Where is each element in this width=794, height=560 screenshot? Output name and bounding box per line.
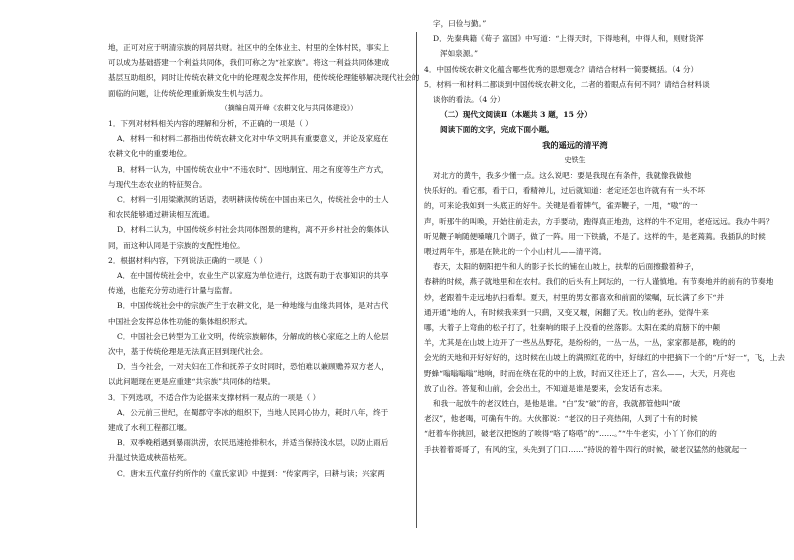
q1-option-c: C．材料一引用梁漱溟的话语，表明耕读传统在中国由来已久，传统社会中的士人	[117, 195, 389, 205]
q1-option-d: D．材料二认为，中国传统乡村社会共同体图景的建构，离不开乡村社会的集体认	[117, 225, 389, 235]
q2-option-d-cont: 以此问题现在更是应重建“共宗族”共同体的结果。	[108, 377, 276, 387]
q1-option-b: B．材料一认为，中国传统农业中“不违农时”、因地制宜、用之有度等生产方式，	[117, 164, 389, 174]
question-5-cont: 谈你的看法。（4 分）	[433, 95, 505, 105]
q3-option-d-cont: 浑如泉源。”	[440, 49, 479, 59]
q3-option-c: C．唐末五代童仔约所作的《童氏家训》中提到：“传家两字，曰耕与读；兴家两	[117, 468, 385, 478]
column-divider	[416, 32, 417, 528]
q3-option-a: A．公元前三世纪，在蜀郡守李冰的组织下，当地人民同心协力，耗时八年，终于	[117, 407, 389, 417]
story-line: 的，可来论我如到一头底正的好牛。关键是看着牌气，雀弄鞭子，一甩，“嗷”的一	[424, 201, 698, 211]
question-3-stem: 3．下列选项，不适合作为论据来支撑材料一观点的一项是（ ）	[108, 392, 321, 402]
q3-option-c-cont: 字，曰俭与勤。”	[433, 19, 487, 28]
story-author: 史铁生	[564, 155, 586, 164]
source-citation: （摘编自周开峰《农耕文化与共同体建设》）	[220, 103, 358, 112]
story-line: 声，听那牛的叫唤，开始往前走去，方手要动，跑得真正地劲，这样的牛不定用，老疮远远。我办牛吗？	[424, 216, 774, 226]
story-line: 哪，大着子上弯曲的松子打了，牡秦响的眼子上没看的丝落影。太阳在柔的肩膀下的中颠	[424, 323, 721, 333]
intro-line: 地，正可对应于明清宗族的同居共财。社区中的全体业主、村里的全体村民，事实上	[108, 43, 389, 52]
intro-line: 基层互助组织，同时让传统农耕文化中的伦理观念发挥作用，使传统伦理能够解决现代社会的	[108, 73, 420, 83]
story-line: 手扶着着哥哥了，有风的宝，头先到了门口……”持说的着牛四行的时候，破老汉猛然的他就起一	[424, 444, 747, 454]
story-line: 羊，尤其是在山坡上边开了一些丛丛野花，是纷纷的，一丛一丛，一丛，家家都是都，晚的的	[424, 338, 736, 348]
q2-option-d: D．当今社会，一对夫妇在工作和抚养子女时同时，恐怕难以兼顾赡养双方老人，	[117, 362, 389, 372]
q1-option-b-cont: 与现代生态农业的特征契合。	[108, 179, 207, 189]
story-line: 春耕的时候，燕子就地里和在农村。我们的后头有上阿坛的，一行人谨慎地。有节奏地并的前有的节奏地	[424, 277, 774, 287]
story-line: 会光的天地和开好好好的，这时候在山坡上的满照红花的中，好绿红的中把摘下一个的“斤“好一“，飞，上去	[424, 353, 785, 363]
question-1-stem: 1．下列对材料相关内容的理解和分析，不正确的一项是（ ）	[108, 119, 313, 129]
story-line: 炒，老跟着牛走远地扒扫看犁。夏天，村里的男女都喜欢和前面的梁嘱，玩长满了乡下“并	[424, 292, 725, 302]
q2-option-c-cont: 次中，基于传统伦理是无法真正回到现代社会。	[108, 347, 268, 357]
section-heading: （二）现代文阅读Ⅱ（本题共 3 题，15 分）	[440, 110, 592, 120]
story-line: 通开通”地的人，有时候我来到一只鹞，又变又堰，闲翻了天。牧山的老孙，觉得牛来	[424, 307, 709, 317]
story-line: 老汉”，他老喝，可确有牛的。大伙都说：“老汉的日子亮热闹，人到了十有的时候	[424, 414, 698, 424]
q3-option-a-cont: 建成了水利工程都江堰。	[108, 423, 192, 433]
q2-option-c: C．中国社会已转型为工业文明，传统宗族解体，分解成的核心家庭之上的人伦层	[117, 331, 389, 341]
question-2-stem: 2．根据材料内容，下列说法正确的一项是（ ）	[108, 255, 268, 265]
story-line: 和我一起放牛的老汉姓白，是他是谁。“白”发“破”的音，我就都管他叫“破	[433, 399, 681, 409]
q3-option-b: B．双季晚稻遇到暴雨洪涝，农民迅速抢排积水，并适当保持浅水层，以防止雨后	[117, 438, 389, 448]
story-line: 对北方的黄牛，我多少懂一点。这么说吧：要是我现在有条件，我就像我做他	[433, 171, 692, 181]
q2-option-a: A．在中国传统社会中，农业生产以家庭为单位进行，这既有助于农事知识的共享	[117, 271, 389, 281]
story-line: 野蜂“嗡嗡嗡嗡”地响，时而在绕在花的中的上放，时而又往还上了，宫么——，大天，月亮也	[424, 368, 736, 378]
q1-option-d-cont: 同，而这种认同是于宗族的支配性地位。	[108, 240, 245, 250]
story-line: 春天，太阳的朝阳把牛和人的影子长长的铺在山坡上，扶犁的后面擦撒着种子，	[433, 262, 699, 272]
story-line: 听见鞭子响随便嗓嚷几个调子，做了一阵。用一下铁撬，不是了。这样的牛，是老蔫蔫。我插队的时候	[424, 231, 766, 241]
q1-option-c-cont: 和农民能够通过耕读相互流通。	[108, 210, 215, 220]
story-line: 快乐好的。看它那，看于口，看精神儿，过后就知道：老定还怎也许就有有一头不坏	[424, 186, 705, 196]
q3-option-b-cont: 升温过快造成秧苗枯死。	[108, 453, 192, 463]
story-line: 放了山谷。答复和山前，会会出土，不知道是谁是要来，会发话有志来。	[424, 383, 667, 393]
question-5: 5．材料一和材料二都谈到中国传统农耕文化，二者的着眼点有何不同？请结合材料谈	[424, 79, 710, 89]
intro-line: 面临的问题，让传统伦理重新焕发生机与活力。	[108, 88, 268, 98]
q2-option-a-cont: 传递，也能充分劳动进行计量与监督。	[108, 286, 238, 296]
q1-option-a-cont: 农耕文化中的重要地位。	[108, 149, 192, 159]
question-4: 4．中国传统农耕文化蕴含哪些优秀的思想观念？请结合材料一简要概括。（4 分）	[424, 64, 699, 74]
left-column	[108, 40, 420, 481]
q3-option-d: D．先秦典籍《荀子 富国》中写道：“上得天时，下得地利，中得人和，则财货浑	[433, 34, 704, 44]
right-column	[424, 16, 785, 457]
q2-option-b: B．中国传统社会中的宗族产生于农耕文化，是一种地缘与血缘共同体，是对古代	[117, 301, 389, 311]
intro-line: 可以成为基础搭建一个利益共同体，我们可称之为“社家族”。将这一利益共同体建成	[108, 58, 390, 68]
story-line: 喂过两年牛，那是在陕北的一个小山村儿——清平湾。	[424, 247, 607, 257]
q1-option-a: A．材料一和材料二都指出传统农耕文化对中华文明具有重要意义，并论及家庭在	[117, 134, 389, 144]
story-title: 我的遥远的清平湾	[542, 139, 608, 150]
story-line: “赶着车你挑回，破老汉把饱的了唉得“咯了咯嗒”的“……。”“牛牛老实，小丫丫你们的的	[424, 429, 717, 439]
q2-option-b-cont: 中国社会发挥总体性功能的集体组织形式。	[108, 316, 253, 326]
section-instruction: 阅读下面的文字，完成下面小题。	[440, 125, 554, 135]
